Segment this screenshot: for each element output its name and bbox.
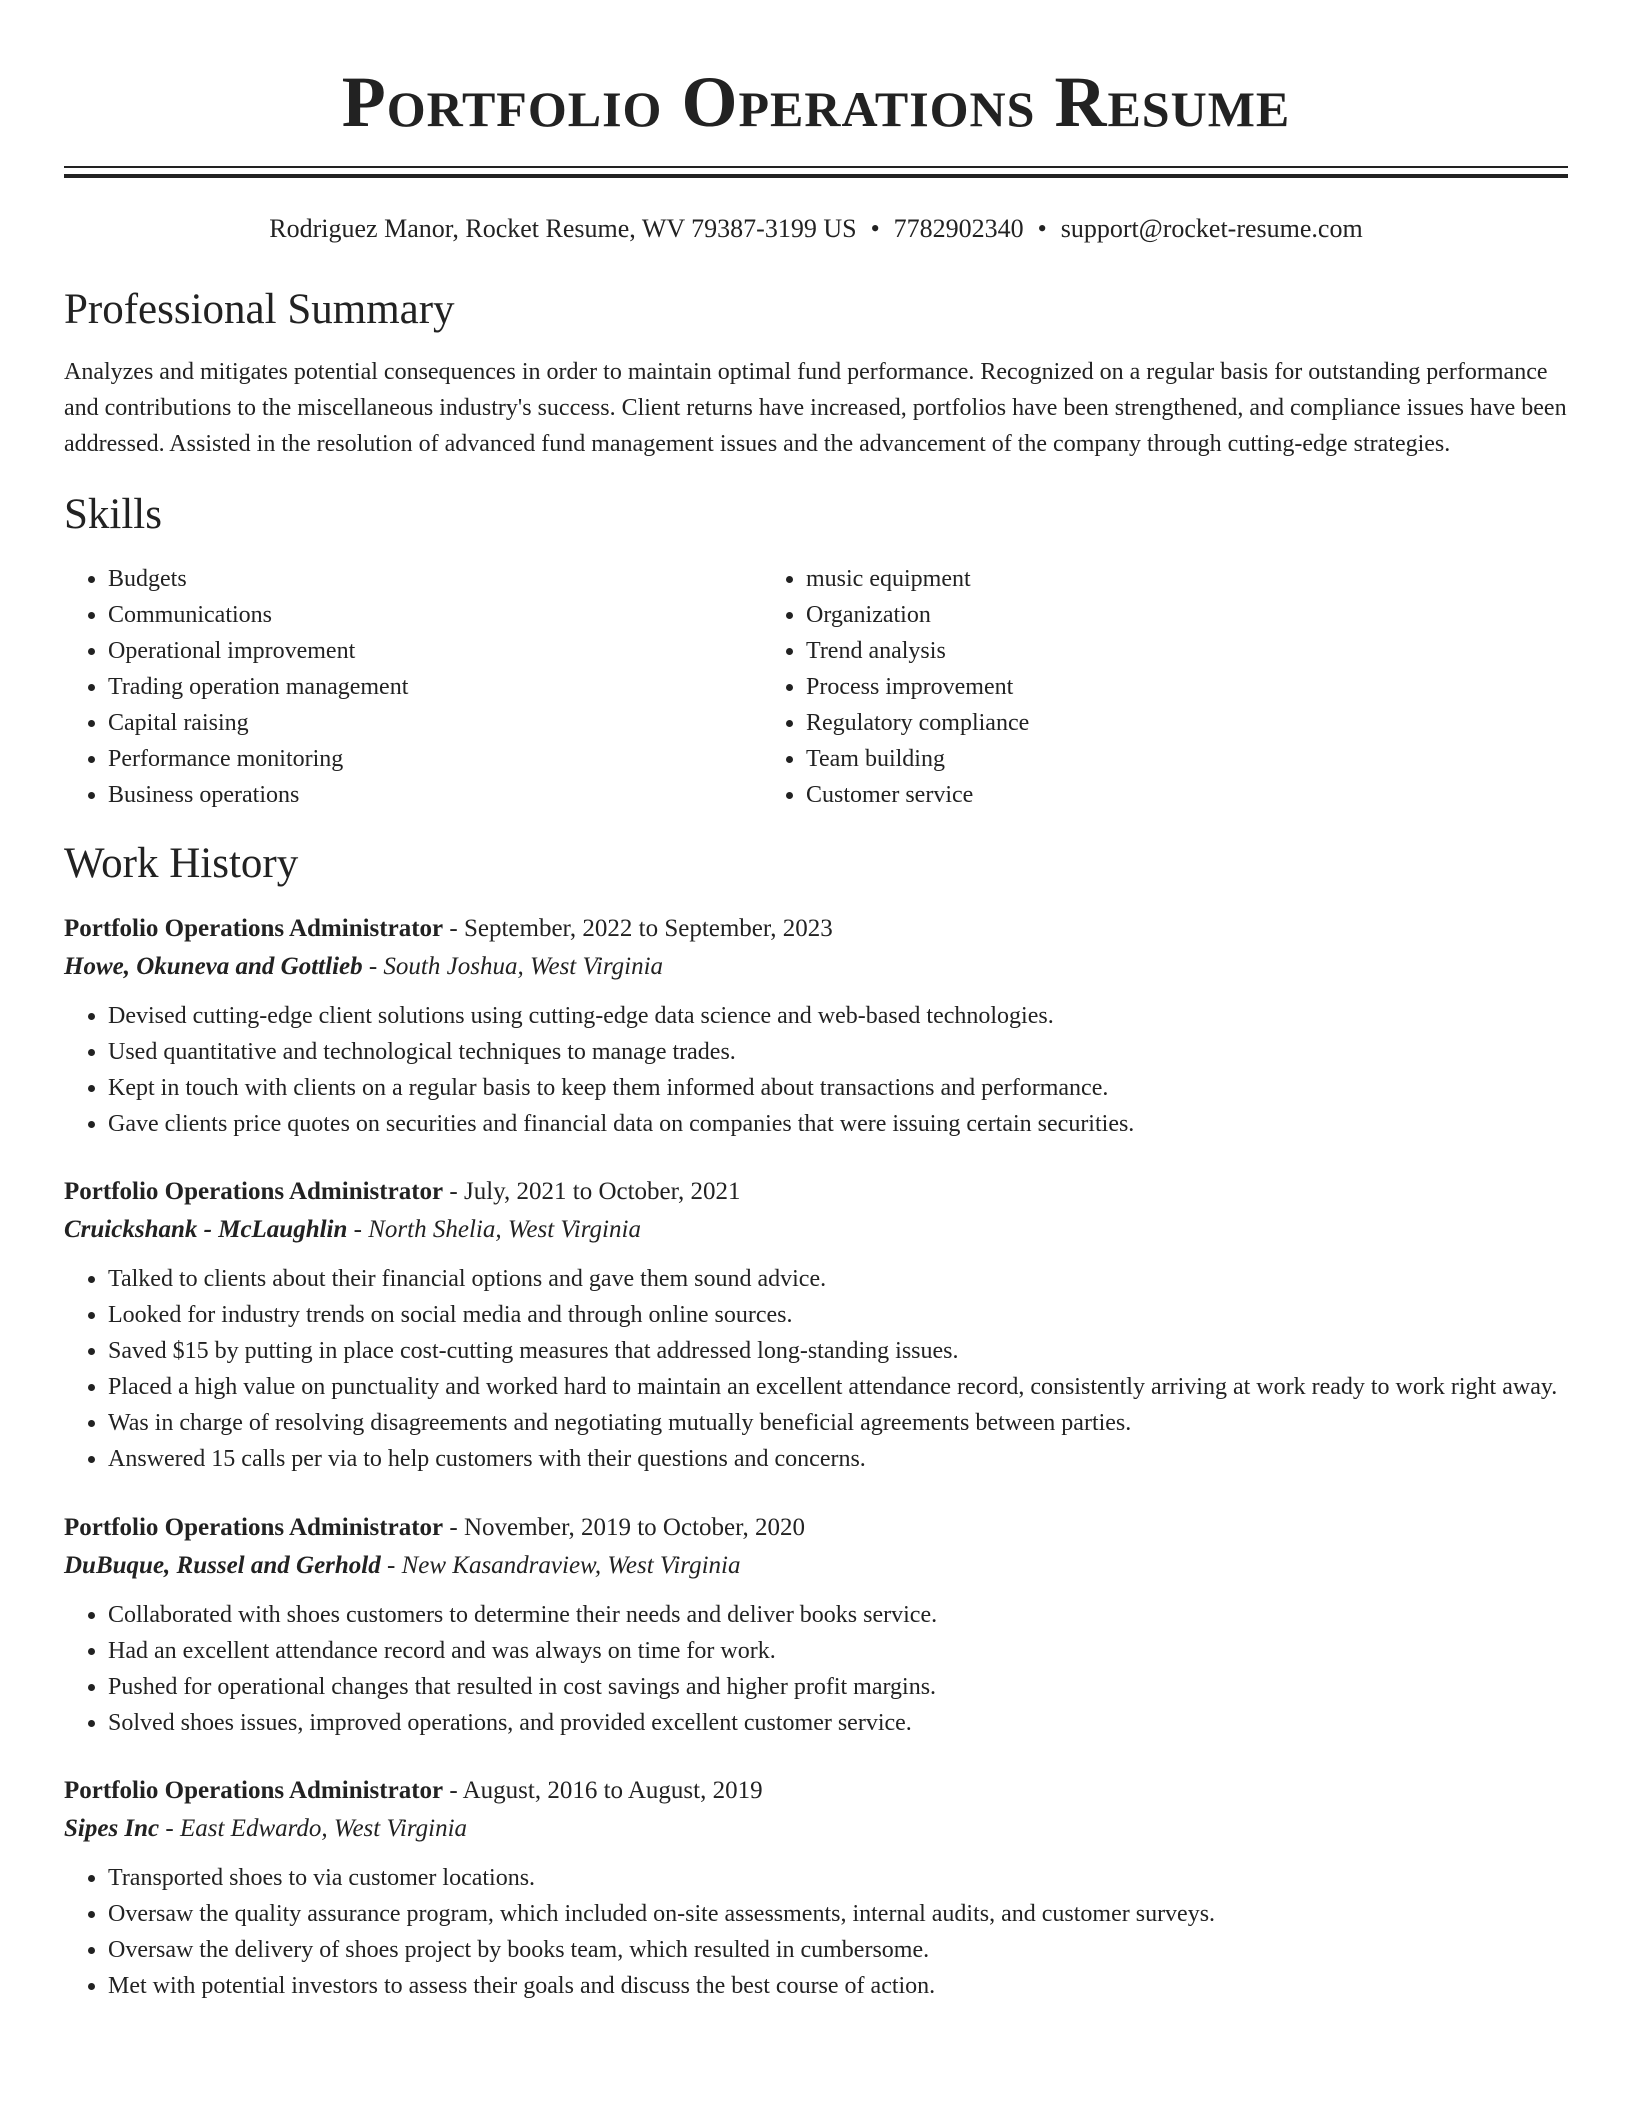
job-bullet: • Oversaw the delivery of shoes project by books team, which resulted in cumbersome. [108, 1932, 1568, 1968]
job-company: Cruickshank - McLaughlin [64, 1216, 348, 1243]
summary-heading: Professional Summary [64, 286, 455, 333]
job-bullet: • Collaborated with shoes customers to determine their needs and deliver books service. [108, 1597, 1568, 1633]
job-entry [64, 912, 1568, 1142]
job-bullet: • Pushed for operational changes that resulted in cost savings and higher profit margins. [108, 1669, 1568, 1705]
job-dates: - November, 2019 to October, 2020 [443, 1514, 805, 1541]
job-dates: - September, 2022 to September, 2023 [443, 915, 833, 942]
job-bullet: • Transported shoes to via customer locations. [108, 1860, 1568, 1896]
job-location: - New Kasandraview, West Virginia [380, 1552, 741, 1579]
skill-item: • Organization [806, 597, 1568, 633]
job-bullet: • Oversaw the quality assurance program, which included on-site assessments, internal audits, and customer surveys. [108, 1896, 1568, 1932]
job-company-line [64, 1213, 1568, 1247]
skill-item: • Customer service [806, 777, 1568, 813]
skill-item: • Performance monitoring [108, 741, 762, 777]
skills-heading: Skills [64, 491, 162, 538]
job-entry [64, 1511, 1568, 1741]
skill-item: • Team building [806, 741, 1568, 777]
job-title-line [64, 1774, 1568, 1808]
skill-item: • Communications [108, 597, 762, 633]
job-location: - South Joshua, West Virginia [362, 953, 664, 980]
job-bullet: • Was in charge of resolving disagreements and negotiating mutually beneficial agreements between parties. [108, 1405, 1568, 1441]
job-company: Sipes Inc [64, 1815, 160, 1842]
title-rule-thin [64, 166, 1568, 168]
contact-address: Rodriguez Manor, Rocket Resume, WV 79387-3199 US [269, 214, 857, 243]
skill-item: • Trend analysis [806, 633, 1568, 669]
job-company-line [64, 1812, 1568, 1846]
job-bullet: • Placed a high value on punctuality and worked hard to maintain an excellent attendance record, consistently arriving at work ready to work right away. [108, 1369, 1568, 1405]
work-history-heading: Work History [64, 840, 299, 887]
skills-list-right [762, 561, 1568, 813]
job-dates: - July, 2021 to October, 2021 [443, 1178, 741, 1205]
contact-separator: • [1037, 214, 1047, 243]
job-bullet: • Talked to clients about their financial options and gave them sound advice. [108, 1261, 1568, 1297]
job-entry [64, 1175, 1568, 1477]
summary-text: Analyzes and mitigates potential consequences in order to maintain optimal fund performance. Recognized on a regular basis for outstanding performance and contributions to the miscellaneous industry's success. Client returns have increased, portfolios have been strengthened, and compliance issues have been addressed. Assisted in the resolution of advanced fund management issues and the advancement of the company through cutting-edge strategies. [64, 359, 1567, 457]
job-bullet: • Kept in touch with clients on a regular basis to keep them informed about transactions and performance. [108, 1070, 1568, 1106]
contact-line [64, 212, 1568, 246]
skills-columns [64, 561, 1568, 813]
job-bullet: • Met with potential investors to assess their goals and discuss the best course of action. [108, 1968, 1568, 2004]
skill-item: • Regulatory compliance [806, 705, 1568, 741]
job-bullet: • Solved shoes issues, improved operations, and provided excellent customer service. [108, 1705, 1568, 1741]
job-bullet: • Devised cutting-edge client solutions using cutting-edge data science and web-based technologies. [108, 998, 1568, 1034]
job-title-line [64, 912, 1568, 946]
job-title-line [64, 1511, 1568, 1545]
job-bullet: • Had an excellent attendance record and was always on time for work. [108, 1633, 1568, 1669]
job-bullet: • Answered 15 calls per via to help customers with their questions and concerns. [108, 1441, 1568, 1477]
skill-item: • Capital raising [108, 705, 762, 741]
job-company-line [64, 950, 1568, 984]
skills-list-left [64, 561, 762, 813]
job-location: - North Shelia, West Virginia [347, 1216, 641, 1243]
title-rule-thick [64, 174, 1568, 178]
skill-item: • Trading operation management [108, 669, 762, 705]
job-dates: - August, 2016 to August, 2019 [443, 1777, 763, 1804]
resume-page [64, 0, 1568, 2004]
skill-item: • Process improvement [806, 669, 1568, 705]
skill-item: • music equipment [806, 561, 1568, 597]
job-bullets [64, 1597, 1568, 1741]
contact-phone: 7782902340 [893, 214, 1024, 243]
skill-item: • Operational improvement [108, 633, 762, 669]
job-role: Portfolio Operations Administrator [64, 1178, 444, 1205]
job-company: DuBuque, Russel and Gerhold [64, 1552, 381, 1579]
resume-title: Portfolio Operations Resume [341, 62, 1291, 142]
job-bullets [64, 1261, 1568, 1477]
job-bullets [64, 1860, 1568, 2004]
job-entry [64, 1774, 1568, 2004]
job-role: Portfolio Operations Administrator [64, 915, 444, 942]
job-bullet: • Saved $15 by putting in place cost-cutting measures that addressed long-standing issues. [108, 1333, 1568, 1369]
contact-separator: • [870, 214, 880, 243]
job-bullet: • Looked for industry trends on social media and through online sources. [108, 1297, 1568, 1333]
job-bullet: • Gave clients price quotes on securities and financial data on companies that were issuing certain securities. [108, 1106, 1568, 1142]
skill-item: • Budgets [108, 561, 762, 597]
job-company-line [64, 1549, 1568, 1583]
job-bullets [64, 998, 1568, 1142]
skill-item: • Business operations [108, 777, 762, 813]
job-title-line [64, 1175, 1568, 1209]
job-company: Howe, Okuneva and Gottlieb [64, 953, 363, 980]
job-role: Portfolio Operations Administrator [64, 1514, 444, 1541]
job-role: Portfolio Operations Administrator [64, 1777, 444, 1804]
job-location: - East Edwardo, West Virginia [159, 1815, 468, 1842]
contact-email: support@rocket-resume.com [1060, 214, 1363, 243]
job-bullet: • Used quantitative and technological techniques to manage trades. [108, 1034, 1568, 1070]
